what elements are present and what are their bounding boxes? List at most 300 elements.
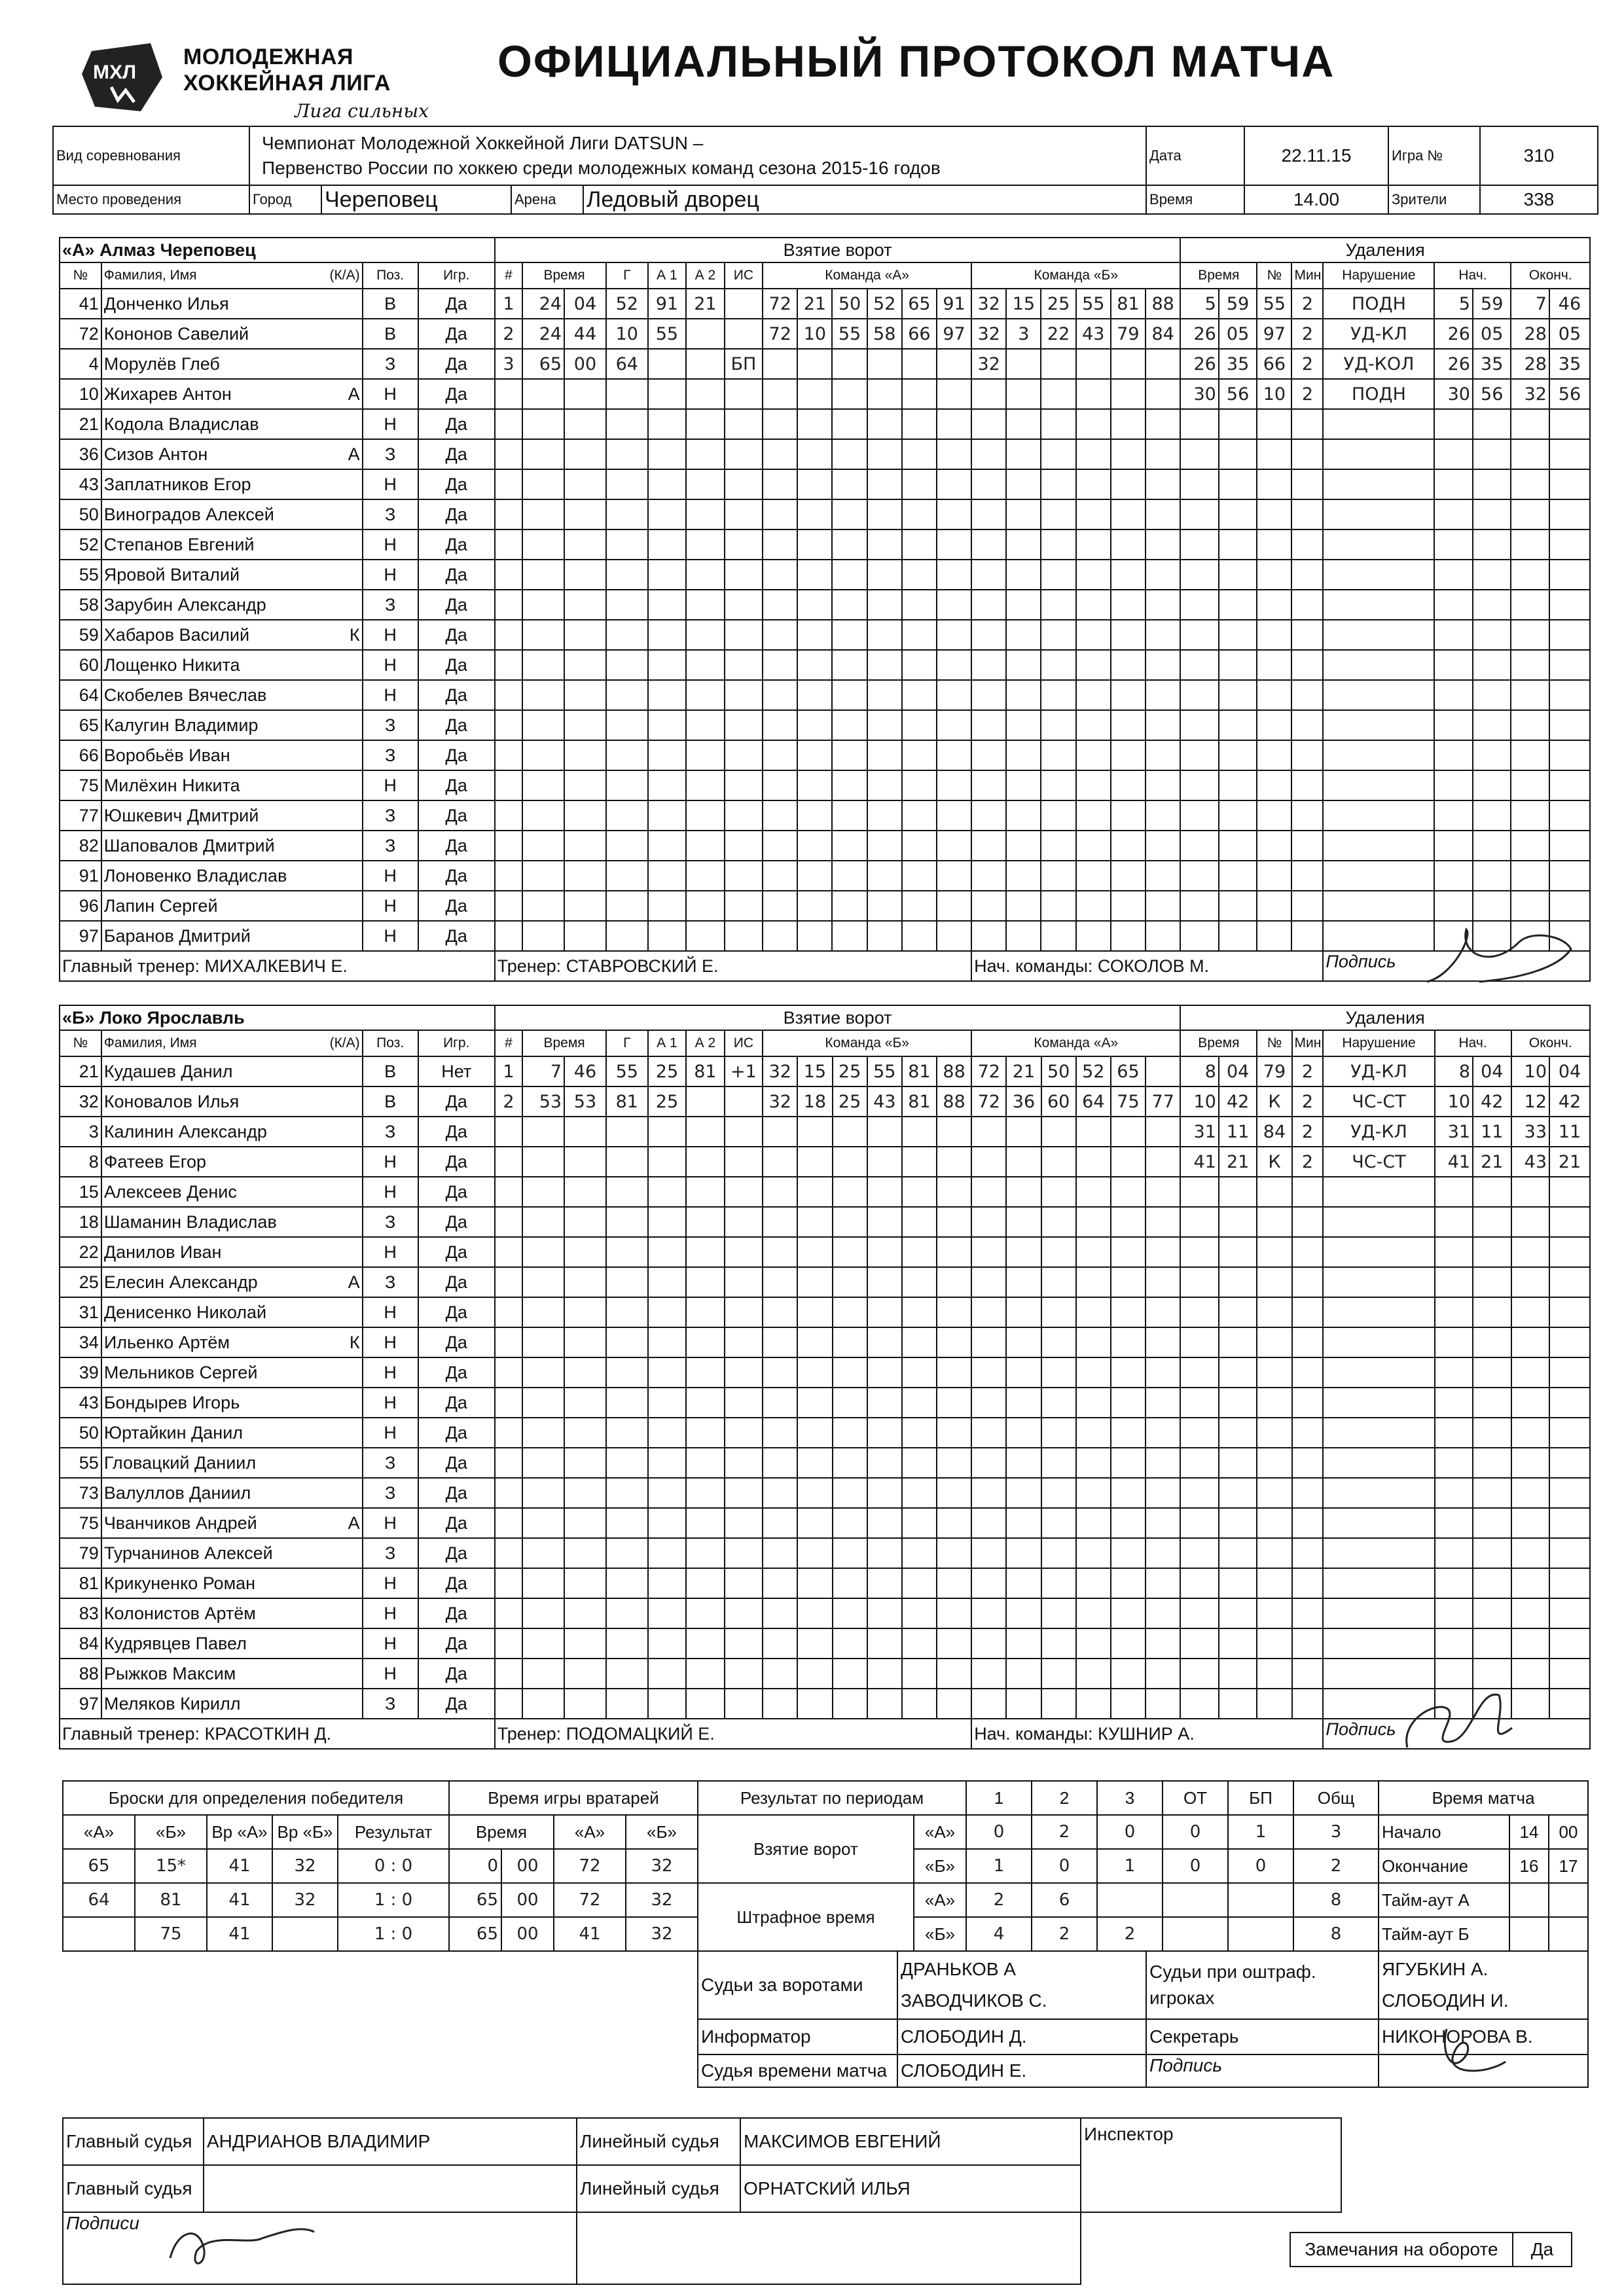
player-number: 97	[60, 921, 101, 951]
time-value: 14.00	[1244, 185, 1388, 214]
player-number: 55	[60, 560, 101, 590]
player-pos: З	[363, 710, 418, 740]
pen-second: 56	[1219, 379, 1257, 409]
player-pos: Н	[363, 560, 418, 590]
col-assist-1: А 1	[648, 262, 686, 289]
col-played: Игр.	[418, 262, 495, 289]
pen-end-sec: 35	[1549, 349, 1590, 379]
player-row	[60, 349, 1590, 379]
player-number: 79	[60, 1538, 101, 1568]
col-pen-time: Время	[1180, 262, 1257, 289]
pen-minute: 26	[1180, 349, 1218, 379]
player-pos: З	[363, 590, 418, 620]
timekeeper-value: СЛОБОДИН Е.	[897, 2054, 1146, 2087]
pen-end-min: 28	[1511, 319, 1549, 349]
player-played: Да	[418, 1297, 495, 1327]
player-pos: В	[363, 319, 418, 349]
goal-num: 2	[495, 319, 523, 349]
pen-minutes: 2	[1291, 319, 1323, 349]
goalie-row	[449, 1849, 698, 1883]
goal-situation	[725, 1086, 763, 1117]
player-number: 8	[60, 1147, 101, 1177]
player-played: Да	[418, 1207, 495, 1237]
player-number: 75	[60, 1508, 101, 1538]
period-cell: 0	[966, 1815, 1032, 1849]
shootout-cell: 1 : 0	[338, 1917, 449, 1951]
period-cell: 2	[1032, 1815, 1097, 1849]
col-assist-2: А 2	[686, 1030, 724, 1056]
pen-start-min: 26	[1434, 319, 1472, 349]
secretary-signature	[1427, 2016, 1532, 2088]
pen-foul: ПОДН	[1323, 289, 1434, 319]
player-name: Бондырев Игорь	[101, 1388, 363, 1418]
on-ice-player: 32	[763, 1056, 797, 1086]
on-ice-player: 43	[1076, 319, 1111, 349]
logo-line-1: МОЛОДЕЖНАЯ	[183, 45, 353, 69]
pen-minute: 8	[1180, 1056, 1218, 1086]
player-row	[60, 620, 1590, 650]
col-pen-min: Мин	[1292, 1030, 1324, 1056]
player-number: 15	[60, 1177, 101, 1207]
player-number: 18	[60, 1207, 101, 1237]
player-row	[60, 560, 1590, 590]
player-number: 66	[60, 740, 101, 770]
start-label: Начало	[1379, 1815, 1509, 1849]
player-played: Да	[418, 1568, 495, 1598]
pen-second: 11	[1219, 1117, 1257, 1147]
player-name: Милёхин Никита	[101, 770, 363, 800]
goal-scorer: 81	[606, 1086, 648, 1117]
col-number: №	[60, 262, 101, 289]
player-row	[60, 1418, 1590, 1448]
player-played: Да	[418, 800, 495, 831]
on-ice-player: 72	[763, 289, 797, 319]
period-cell: 4	[966, 1917, 1032, 1951]
logo-slogan: Лига сильных	[295, 100, 429, 122]
player-number: 72	[60, 319, 101, 349]
period-cell: 0	[1163, 1849, 1228, 1883]
player-played: Да	[418, 1598, 495, 1628]
player-played: Да	[418, 680, 495, 710]
player-pos: Н	[363, 891, 418, 921]
player-pos: З	[363, 1689, 418, 1719]
player-played: Да	[418, 831, 495, 861]
player-row	[60, 529, 1590, 560]
goalie-row	[449, 1917, 698, 1951]
pen-minutes: 2	[1291, 289, 1323, 319]
team-manager: Нач. команды: СОКОЛОВ М.	[971, 951, 1323, 981]
col-number: №	[60, 1030, 101, 1056]
pen-end-sec: 21	[1549, 1147, 1590, 1177]
on-ice-player: 22	[1041, 319, 1075, 349]
col-goal-scorer: Г	[606, 1030, 648, 1056]
period-cell: ОТ	[1163, 1781, 1228, 1815]
col-pen-end: Оконч.	[1511, 1030, 1590, 1056]
col-pos: Поз.	[363, 262, 418, 289]
match-time-table	[1378, 1780, 1589, 1952]
period-cell	[1228, 1917, 1293, 1951]
on-ice-player: 72	[763, 319, 797, 349]
player-played: Да	[418, 499, 495, 529]
end-minute: 17	[1549, 1849, 1588, 1883]
player-name: Колонистов Артём	[101, 1598, 363, 1628]
player-played: Да	[418, 1448, 495, 1478]
player-played: Да	[418, 1659, 495, 1689]
col-goal-time: Время	[522, 1030, 606, 1056]
player-pos: З	[363, 439, 418, 469]
player-number: 96	[60, 891, 101, 921]
pen-foul: ПОДН	[1323, 379, 1434, 409]
goal-assist-2	[686, 1086, 724, 1117]
col-on-ice-right: Команда «Б»	[971, 262, 1180, 289]
goal-num: 1	[495, 289, 523, 319]
col-on-ice-right: Команда «А»	[971, 1030, 1180, 1056]
goal-second: 00	[564, 349, 606, 379]
player-pos: Н	[363, 680, 418, 710]
coach: Тренер: ПОДОМАЦКИЙ Е.	[495, 1719, 971, 1749]
player-played: Да	[418, 590, 495, 620]
pen-start-sec: 59	[1473, 289, 1511, 319]
player-played: Да	[418, 1478, 495, 1508]
player-number: 3	[60, 1117, 101, 1147]
pen-start-sec: 56	[1473, 379, 1511, 409]
player-played: Да	[418, 1508, 495, 1538]
goal-judges-value: ДРАНЬКОВ А ЗАВОДЧИКОВ С.	[897, 1951, 1146, 2019]
player-number: 59	[60, 620, 101, 650]
on-ice-player: 66	[902, 319, 937, 349]
pen-start-min: 10	[1435, 1086, 1473, 1117]
player-played: Да	[418, 710, 495, 740]
player-number: 60	[60, 650, 101, 680]
player-row	[60, 1267, 1590, 1297]
period-cell: БП	[1228, 1781, 1293, 1815]
period-cell: Общ	[1293, 1781, 1379, 1815]
period-cell	[1097, 1883, 1163, 1917]
period-cell: 0	[1228, 1849, 1293, 1883]
pen-end-min: 32	[1511, 379, 1549, 409]
player-name: Шаманин Владислав	[101, 1207, 363, 1237]
on-ice-player: 15	[1006, 289, 1041, 319]
player-played: Да	[418, 650, 495, 680]
penbox-judges-label: Судьи при оштраф. игроках	[1146, 1951, 1379, 2019]
player-pos: Н	[363, 1237, 418, 1267]
player-played: Да	[418, 1418, 495, 1448]
player-pos: Н	[363, 1177, 418, 1207]
timekeeper-label: Судья времени матча	[698, 2054, 897, 2087]
player-row	[60, 1086, 1590, 1117]
inspector-label: Инспектор	[1081, 2118, 1341, 2212]
on-ice-player: 65	[1111, 1056, 1146, 1086]
player-played: Да	[418, 349, 495, 379]
pen-end-min: 28	[1511, 349, 1549, 379]
player-row	[60, 1508, 1590, 1538]
on-ice-player	[1041, 349, 1075, 379]
player-pos: Н	[363, 1659, 418, 1689]
on-ice-player: 32	[763, 1086, 797, 1117]
city-value: Череповец	[321, 185, 511, 214]
on-ice-player: 84	[1146, 319, 1180, 349]
pen-player: 10	[1257, 379, 1291, 409]
player-pos: Н	[363, 1297, 418, 1327]
on-ice-player: 79	[1111, 319, 1146, 349]
player-number: 32	[60, 1086, 101, 1117]
player-row	[60, 1659, 1590, 1689]
on-ice-player: 88	[1146, 289, 1180, 319]
player-pos: З	[363, 1538, 418, 1568]
player-name: Гловацкий Даниил	[101, 1448, 363, 1478]
shootout-cell: 1 : 0	[338, 1883, 449, 1917]
player-played: Да	[418, 1628, 495, 1659]
shootout-row	[63, 1883, 449, 1917]
team-b-protocol	[59, 1005, 1591, 1749]
player-number: 81	[60, 1568, 101, 1598]
pen-end-min: 12	[1511, 1086, 1549, 1117]
goal-scorer: 64	[606, 349, 648, 379]
goalie-cell: 65	[449, 1917, 501, 1951]
pen-minutes: 2	[1292, 1147, 1324, 1177]
goal-minute: 53	[522, 1086, 564, 1117]
player-row	[60, 710, 1590, 740]
player-played: Да	[418, 469, 495, 499]
player-number: 97	[60, 1689, 101, 1719]
page-title: ОФИЦИАЛЬНЫЙ ПРОТОКОЛ МАТЧА	[497, 37, 1335, 86]
goalie-cell: 00	[501, 1917, 554, 1951]
goal-num: 2	[495, 1086, 523, 1117]
on-ice-player: 25	[833, 1086, 867, 1117]
player-pos: З	[363, 1478, 418, 1508]
goal-assist-1: 55	[648, 319, 686, 349]
player-played: Да	[418, 891, 495, 921]
on-ice-player	[797, 349, 832, 379]
player-number: 39	[60, 1357, 101, 1388]
player-role: А	[348, 384, 360, 404]
on-ice-player	[1006, 349, 1041, 379]
remarks-label: Замечания на обороте	[1290, 2233, 1513, 2267]
player-row	[60, 469, 1590, 499]
player-name: Кононов Савелий	[101, 319, 363, 349]
player-pos: Н	[363, 921, 418, 951]
player-pos: В	[363, 289, 418, 319]
inspector-table	[1080, 2117, 1342, 2213]
goals-section-title: Взятие ворот	[495, 1005, 1181, 1030]
linesman-label: Линейный судья	[577, 2118, 740, 2165]
goalie-row	[449, 1883, 698, 1917]
on-ice-player: 32	[971, 319, 1006, 349]
goal-judges-label: Судьи за воротами	[698, 1951, 897, 2019]
period-cell: 1	[1228, 1815, 1293, 1849]
team-b-signature	[1388, 1676, 1538, 1761]
period-cell: 2	[966, 1883, 1032, 1917]
player-number: 91	[60, 861, 101, 891]
arena-label: Арена	[511, 185, 583, 214]
pen-minute: 30	[1180, 379, 1218, 409]
period-result-table	[697, 1780, 1379, 1952]
period-cell: 8	[1293, 1883, 1379, 1917]
on-ice-player	[1076, 349, 1111, 379]
goalie-col-time: Время	[449, 1815, 554, 1849]
team-sign-label: Подпись	[1323, 1719, 1590, 1749]
shootout-col-header: Вр «А»	[207, 1815, 272, 1849]
player-number: 36	[60, 439, 101, 469]
player-role: А	[348, 1272, 360, 1292]
on-ice-player: 15	[797, 1056, 832, 1086]
player-pos: З	[363, 1267, 418, 1297]
player-number: 58	[60, 590, 101, 620]
player-row	[60, 770, 1590, 800]
pen-end-sec: 56	[1549, 379, 1590, 409]
player-played: Да	[418, 1086, 495, 1117]
on-ice-player	[902, 349, 937, 379]
player-row	[60, 1237, 1590, 1267]
col-pen-foul: Нарушение	[1323, 262, 1434, 289]
on-ice-player: 97	[937, 319, 971, 349]
period-cell: 1	[1097, 1849, 1163, 1883]
player-row	[60, 379, 1590, 409]
player-role: А	[348, 1513, 360, 1533]
player-pos: Н	[363, 1568, 418, 1598]
col-pen-end: Оконч.	[1511, 262, 1590, 289]
player-played: Да	[418, 1357, 495, 1388]
period-cell: 1	[966, 1849, 1032, 1883]
shootout-col-header: Вр «Б»	[272, 1815, 338, 1849]
player-name: Зарубин Александр	[101, 590, 363, 620]
on-ice-player: 75	[1111, 1086, 1146, 1117]
player-row	[60, 1207, 1590, 1237]
on-ice-player	[1146, 349, 1180, 379]
player-row	[60, 1297, 1590, 1327]
goal-situation: +1	[725, 1056, 763, 1086]
officials-sign-label: Подпись	[1146, 2054, 1379, 2087]
start-hour: 14	[1509, 1815, 1549, 1849]
penalties-section-title: Удаления	[1180, 1005, 1590, 1030]
goal-assist-1: 25	[648, 1086, 686, 1117]
shootout-col-header: «А»	[63, 1815, 135, 1849]
player-row	[60, 1327, 1590, 1357]
player-row	[60, 590, 1590, 620]
goals-label: Взятие ворот	[698, 1815, 914, 1883]
pen-minutes: 2	[1292, 1056, 1324, 1086]
on-ice-player	[937, 349, 971, 379]
player-pos: Н	[363, 379, 418, 409]
goalie-cell: 41	[554, 1917, 626, 1951]
goal-second: 04	[564, 289, 606, 319]
player-number: 83	[60, 1598, 101, 1628]
goal-scorer: 55	[606, 1056, 648, 1086]
player-row	[60, 680, 1590, 710]
on-ice-player: 81	[902, 1086, 937, 1117]
player-number: 21	[60, 409, 101, 439]
head-coach: Главный тренер: МИХАЛКЕВИЧ Е.	[60, 951, 495, 981]
pen-minutes: 2	[1291, 349, 1323, 379]
on-ice-player: 58	[867, 319, 902, 349]
player-played: Да	[418, 1117, 495, 1147]
player-row	[60, 921, 1590, 951]
penalties-section-title: Удаления	[1180, 238, 1590, 262]
player-name: Меляков Кирилл	[101, 1689, 363, 1719]
player-row	[60, 499, 1590, 529]
pen-end-sec: 11	[1549, 1117, 1590, 1147]
team-manager: Нач. команды: КУШНИР А.	[971, 1719, 1323, 1749]
on-ice-player	[867, 349, 902, 379]
on-ice-player: 81	[1111, 289, 1146, 319]
player-played: Да	[418, 921, 495, 951]
goal-num: 1	[495, 1056, 523, 1086]
pen-foul: УД-КЛ	[1323, 1117, 1434, 1147]
player-row	[60, 1056, 1590, 1086]
player-played: Да	[418, 620, 495, 650]
on-ice-player: 10	[797, 319, 832, 349]
col-goal-num: #	[495, 1030, 523, 1056]
shootout-cell: 15*	[135, 1849, 207, 1883]
player-row	[60, 1538, 1590, 1568]
player-played: Да	[418, 1689, 495, 1719]
player-row	[60, 1568, 1590, 1598]
pen-second: 42	[1219, 1086, 1257, 1117]
goal-situation	[725, 289, 763, 319]
player-pos: В	[363, 1056, 418, 1086]
date-label: Дата	[1146, 126, 1244, 185]
on-ice-player: 21	[1006, 1056, 1041, 1086]
player-row	[60, 1448, 1590, 1478]
player-name: Хабаров Василий К	[101, 620, 363, 650]
pen-start-min: 8	[1435, 1056, 1473, 1086]
player-pos: Н	[363, 1628, 418, 1659]
goal-scorer: 52	[606, 289, 648, 319]
goal-minute: 65	[522, 349, 564, 379]
player-name: Мельников Сергей	[101, 1357, 363, 1388]
player-pos: З	[363, 740, 418, 770]
pen-end-min: 43	[1511, 1147, 1549, 1177]
on-ice-player: 32	[971, 289, 1006, 319]
player-name: Сизов Антон А	[101, 439, 363, 469]
player-played: Да	[418, 319, 495, 349]
period-cell: 2	[1032, 1781, 1097, 1815]
player-played: Да	[418, 1237, 495, 1267]
goalie-col-b: «Б»	[626, 1815, 698, 1849]
period-cell	[1228, 1883, 1293, 1917]
logo	[79, 31, 445, 123]
player-number: 55	[60, 1448, 101, 1478]
period-cell: 0	[1032, 1849, 1097, 1883]
pen-foul: ЧС-СТ	[1323, 1086, 1434, 1117]
shootout-row	[63, 1917, 449, 1951]
pen-end-sec: 46	[1549, 289, 1590, 319]
col-on-ice-left: Команда «Б»	[763, 1030, 971, 1056]
player-played: Да	[418, 409, 495, 439]
player-row	[60, 1689, 1590, 1719]
period-cell: 2	[1097, 1917, 1163, 1951]
player-pos: Н	[363, 620, 418, 650]
goal-situation	[725, 319, 763, 349]
player-row	[60, 740, 1590, 770]
goal-assist-2	[686, 349, 724, 379]
pen-end-sec: 05	[1549, 319, 1590, 349]
team-a-tag: «А»	[914, 1815, 966, 1849]
signatures-label: Подписи	[63, 2212, 577, 2284]
player-pos: Н	[363, 529, 418, 560]
player-pos: Н	[363, 1327, 418, 1357]
shootout-title: Броски для определения победителя	[63, 1781, 449, 1815]
head-coach: Главный тренер: КРАСОТКИН Д.	[60, 1719, 495, 1749]
period-cell: 1	[966, 1781, 1032, 1815]
player-name: Скобелев Вячеслав	[101, 680, 363, 710]
player-row	[60, 1177, 1590, 1207]
pen-foul: УД-КОЛ	[1323, 349, 1434, 379]
logo-line-2: ХОККЕЙНАЯ ЛИГА	[183, 71, 391, 96]
pen-start-sec: 42	[1473, 1086, 1511, 1117]
player-row	[60, 1357, 1590, 1388]
player-pos: Н	[363, 1147, 418, 1177]
